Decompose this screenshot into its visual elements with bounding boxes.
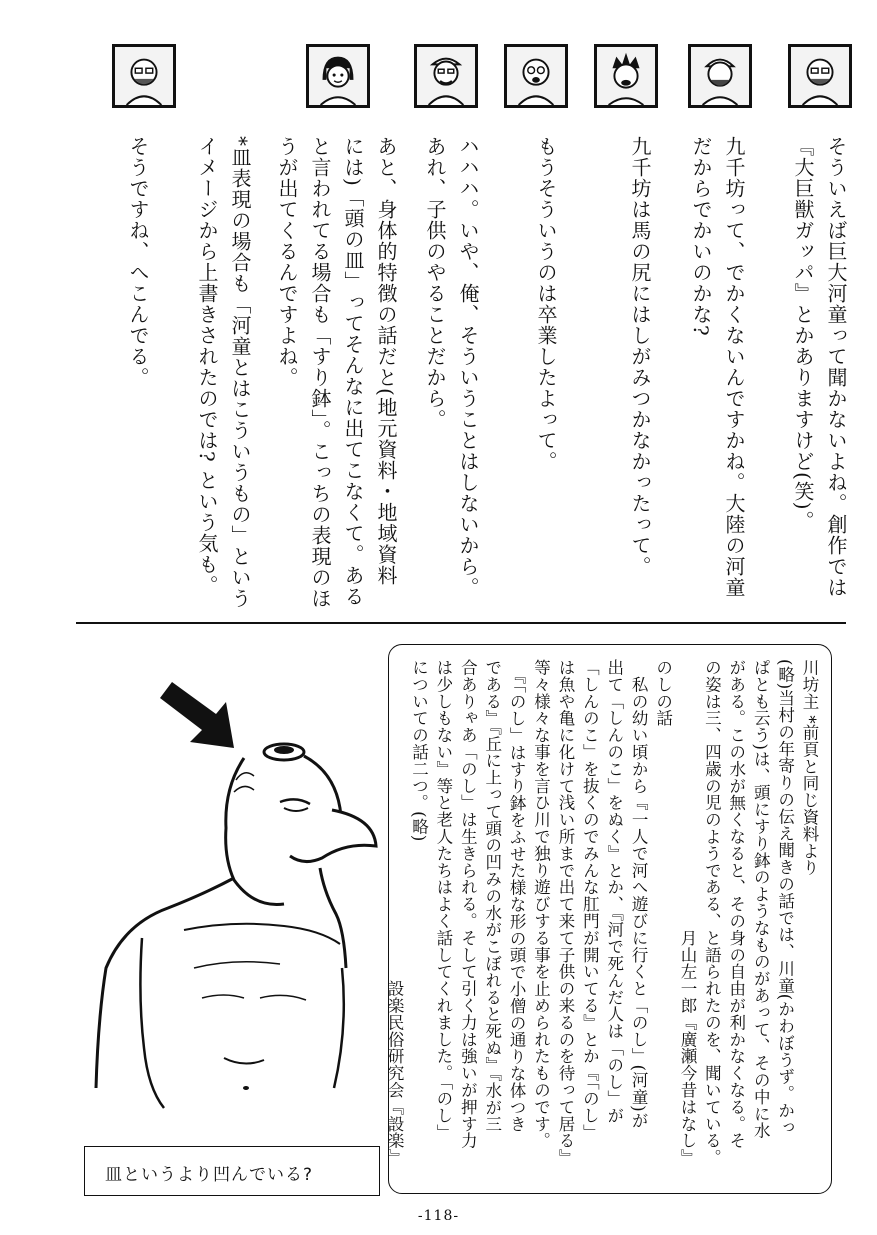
dialogue-text-7: *皿表現の場合も「河童とはこういうもの」という イメージから上書きされたのでは? という気も。 [195, 136, 252, 609]
bearded-man-glasses-icon [112, 44, 176, 108]
quote-heading: のしの話 [653, 659, 673, 727]
caption-box [84, 1146, 380, 1196]
quote-heading: 川坊主 *前頁と同じ資料より [800, 659, 819, 877]
bald-man-glasses-icon [504, 44, 568, 108]
dialogue-text-2: 九千坊って、でかくないんですかね。大陸の河童 だからでかいのかな? [689, 136, 746, 598]
bearded-man-cap-icon [688, 44, 752, 108]
page-number: -118- [417, 1208, 460, 1224]
dialogue-text-6: あと、身体的特徴の話だと(地元資料・地域資料 には)「頭の皿」ってそんなに出てこなくて。ある と言われてる場合も「すり鉢」。こっちの表現のほ うが出てくるんですよね。 [275, 136, 398, 609]
bearded-man-glasses-icon [788, 44, 852, 108]
section-divider [76, 622, 846, 624]
arrow-icon [160, 682, 234, 748]
dialogue-text-8: そうですね、へこんでる。 [126, 136, 150, 388]
dialogue-text-1: そういえば巨大河童って聞かないよね。創作では 『大巨獣ガッパ』とかありますけど(笑)。 [791, 136, 848, 598]
dialogue-text-3: 九千坊は馬の尻にはしがみつかなかったって。 [628, 136, 652, 577]
quote-box [385, 644, 832, 1194]
dialogue-section [112, 44, 852, 609]
quote-text: 川坊主 *前頁と同じ資料より (略)当村の年寄りの伝え聞きの話では、川童(かわぼうず。かっ ぱとも云う)は、頭にすり鉢のようなものがあって、その中に水 がある。この水が無くなると、その身の自由が利かなくなる。そ の姿は三、四歳の児のようである、と語られたのを、聞いている。 月山左一郎『廣瀬今昔はなし』 のしの話 私の幼い頃から『一人で河へ遊びに行くと「のし」(河童)が 出て「しんのこ」をぬく』とか、『河で死んだ人は「のし」が 「しんのこ」を抜くのでみんな肛門が開いてる』とか『「のし」 は魚や亀に化けて浅い所まで出て来て子供の来るのを待って居る』 等々様々な事を言ひ川で独り遊びする事を止められたものです。 『「のし」はすり鉢をふせた様な形の頭で小僧の通りな体つき である』『丘に上って頭の凹みの水がこぼれると死ぬ』『水が三 合ありゃあ「のし」は生きられる。そして引く力は強いが押す力 は少しもない』等と老人たちはよく話してくれました。「のし」 についての話二つ。(略) 設楽民俗研究会『設楽』 [385, 659, 819, 1166]
quote-source-1: 月山左一郎『廣瀬今昔はなし』 [677, 659, 697, 1166]
quote-source-2: 設楽民俗研究会『設楽』 [385, 659, 405, 1166]
kappa-illustration [84, 668, 384, 1138]
woman-bob-hair-icon [306, 44, 370, 108]
caption-text: 皿というより凹んでいる? [105, 1165, 314, 1185]
dialogue-text-4: もうそういうのは卒業したよって。 [534, 136, 558, 472]
dialogue-text-5: ハハハ。いや、俺、そういうことはしないから。 あれ、子供のやることだから。 [423, 136, 480, 598]
kappa-drawing [84, 668, 384, 1138]
man-cap-glasses-icon [414, 44, 478, 108]
spiky-hair-man-icon [594, 44, 658, 108]
